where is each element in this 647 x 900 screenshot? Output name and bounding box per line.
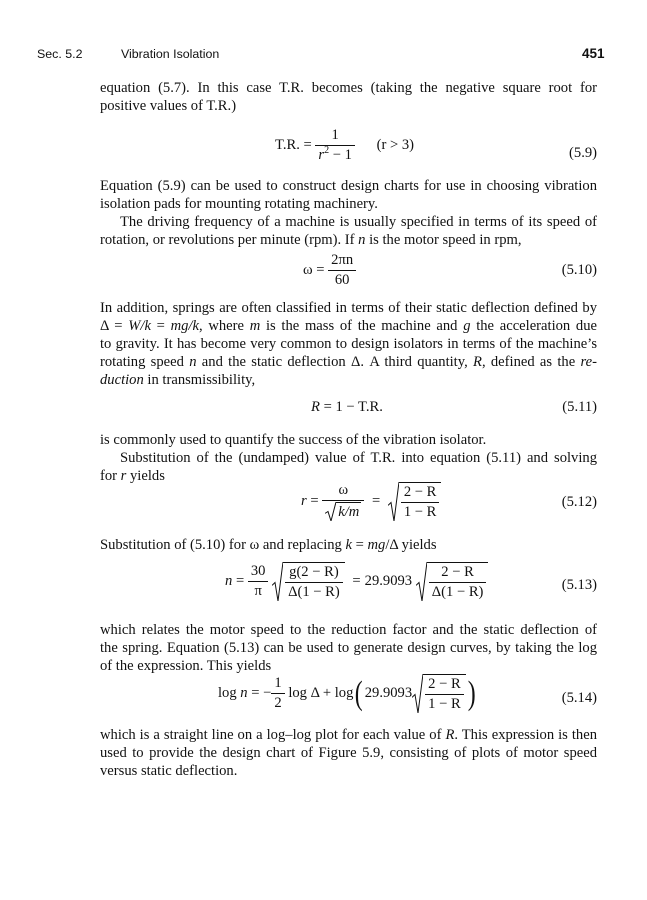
square-root: [416, 562, 489, 601]
equation-number: (5.14): [561, 690, 597, 706]
fraction: $\frac{2 - R}{1 - R}$: [425, 676, 464, 713]
paragraph-2: [100, 178, 597, 214]
text-line: of the expression. This yields: [100, 657, 272, 674]
radical-sign-icon: [325, 502, 336, 521]
numerator: 2πn: [328, 252, 356, 271]
text-line: to gravity. It has become very common to design isolators in terms of the machine’s: [100, 335, 597, 352]
square-root: [388, 482, 442, 521]
equation-5-13: n = $\frac{30}{\pi}$ $\frac{g(2 - R)}{\Delta(1 - R)}$ = 29.9093 $\frac{2 - R}{\Delta(1 - R)}$: [225, 562, 488, 601]
eq-lhs: n: [225, 572, 233, 589]
paragraph-7: [100, 537, 597, 555]
equation-5-12: r = $\frac{\omega}{k/m}$ = $\frac{2 - R}{1 - R}$: [301, 482, 441, 521]
square-root: k/m: [325, 502, 361, 521]
fraction: $\frac{2 - R}{1 - R}$: [401, 484, 440, 521]
radical-sign-icon: [416, 562, 427, 601]
fraction: $\frac{2 - R}{\Delta(1 - R)}$: [429, 564, 487, 601]
text-line: rotation, or revolutions per minute (rpm). If n is the motor speed in rpm,: [100, 231, 522, 248]
eq-condition: (r > 3): [376, 136, 414, 153]
radical-sign-icon: [412, 674, 423, 713]
square-root: [412, 674, 466, 713]
eq-lhs: ω =: [303, 261, 325, 278]
text-line: positive values of T.R.): [100, 97, 237, 114]
equation-5-10: [303, 252, 356, 289]
radical-sign-icon: [388, 482, 399, 521]
text-line: The driving frequency of a machine is usually specified in terms of its speed of: [120, 214, 597, 230]
fraction: [315, 127, 355, 164]
text-line: isolation pads for mounting rotating machinery.: [100, 195, 378, 212]
text-line: In addition, springs are often classified in terms of their static deflection defined by: [100, 300, 597, 316]
text-line: which is a straight line on a log–log plot for each value of R. This expression is then: [100, 727, 597, 743]
paragraph-8: [100, 622, 597, 676]
equation-number: (5.13): [561, 577, 597, 593]
paragraph-1: [100, 80, 597, 116]
equation-5-11: [311, 399, 383, 416]
text-line: which relates the motor speed to the reduction factor and the static deflection of: [100, 622, 597, 638]
text-line: duction in transmissibility,: [100, 371, 256, 388]
text-line: the spring. Equation (5.13) can be used to generate design curves, by taking the log: [100, 639, 597, 656]
paragraph-3: [100, 214, 597, 250]
paragraph-5: [100, 432, 597, 486]
fraction: [322, 482, 364, 521]
fraction: $\frac{g(2 - R)}{\Delta(1 - R)}$: [285, 564, 343, 601]
text-line: rotating speed n and the static deflection Δ. A third quantity, R, defined as the re-: [100, 353, 597, 370]
running-title: Vibration Isolation: [121, 47, 220, 61]
text-line: equation (5.7). In this case T.R. becomes (taking the negative square root for: [100, 80, 597, 96]
fraction: [328, 252, 356, 289]
equation-number: (5.11): [562, 399, 597, 415]
equation-5-9: [275, 127, 414, 164]
page-number: 451: [582, 46, 605, 61]
eq-expression: R = 1 − T.R.: [311, 399, 383, 415]
text-line: Substitution of the (undamped) value of T.R. into equation (5.11) and solving: [120, 449, 597, 466]
equation-number: (5.10): [561, 262, 597, 278]
fraction: $\frac{30}{\pi}$: [248, 563, 269, 600]
eq-lhs: T.R. =: [275, 136, 312, 153]
square-root: [272, 562, 345, 601]
radical-sign-icon: [272, 562, 283, 601]
numerator: ω: [322, 482, 364, 501]
denominator: 60: [334, 272, 350, 288]
denominator: [322, 501, 364, 521]
numerator: 1: [315, 127, 355, 146]
fraction: $\frac{1}{2}$: [271, 675, 284, 712]
text-line: is commonly used to quantify the success of the vibration isolator.: [100, 432, 487, 448]
paragraph-9: [100, 727, 597, 781]
text-line: Substitution of (5.10) for ω and replacing k = mg/Δ yields: [100, 537, 437, 553]
text-line: used to provide the design chart of Figure 5.9, consisting of plots of motor speed: [100, 744, 597, 761]
paragraph-4: [100, 300, 597, 390]
text-line: Δ = W/k = mg/k, where m is the mass of the machine and g the acceleration due: [100, 317, 597, 334]
equation-number: (5.12): [561, 494, 597, 510]
eq-lhs: r: [301, 492, 307, 509]
text-line: versus static deflection.: [100, 762, 238, 779]
eq-lhs: log n =: [218, 684, 260, 701]
equation-5-14: log n = − $\frac{1}{2}$ log Δ + log( 29.9093 $\frac{2 - R}{1 - R}$ ): [218, 674, 476, 712]
section-label: Sec. 5.2: [37, 47, 83, 61]
text-line: for r yields: [100, 467, 165, 484]
denominator: $r^2 - 1$: [318, 145, 352, 163]
text-line: Equation (5.9) can be used to construct design charts for use in choosing vibration: [100, 178, 597, 194]
equation-number: (5.9): [569, 145, 597, 161]
